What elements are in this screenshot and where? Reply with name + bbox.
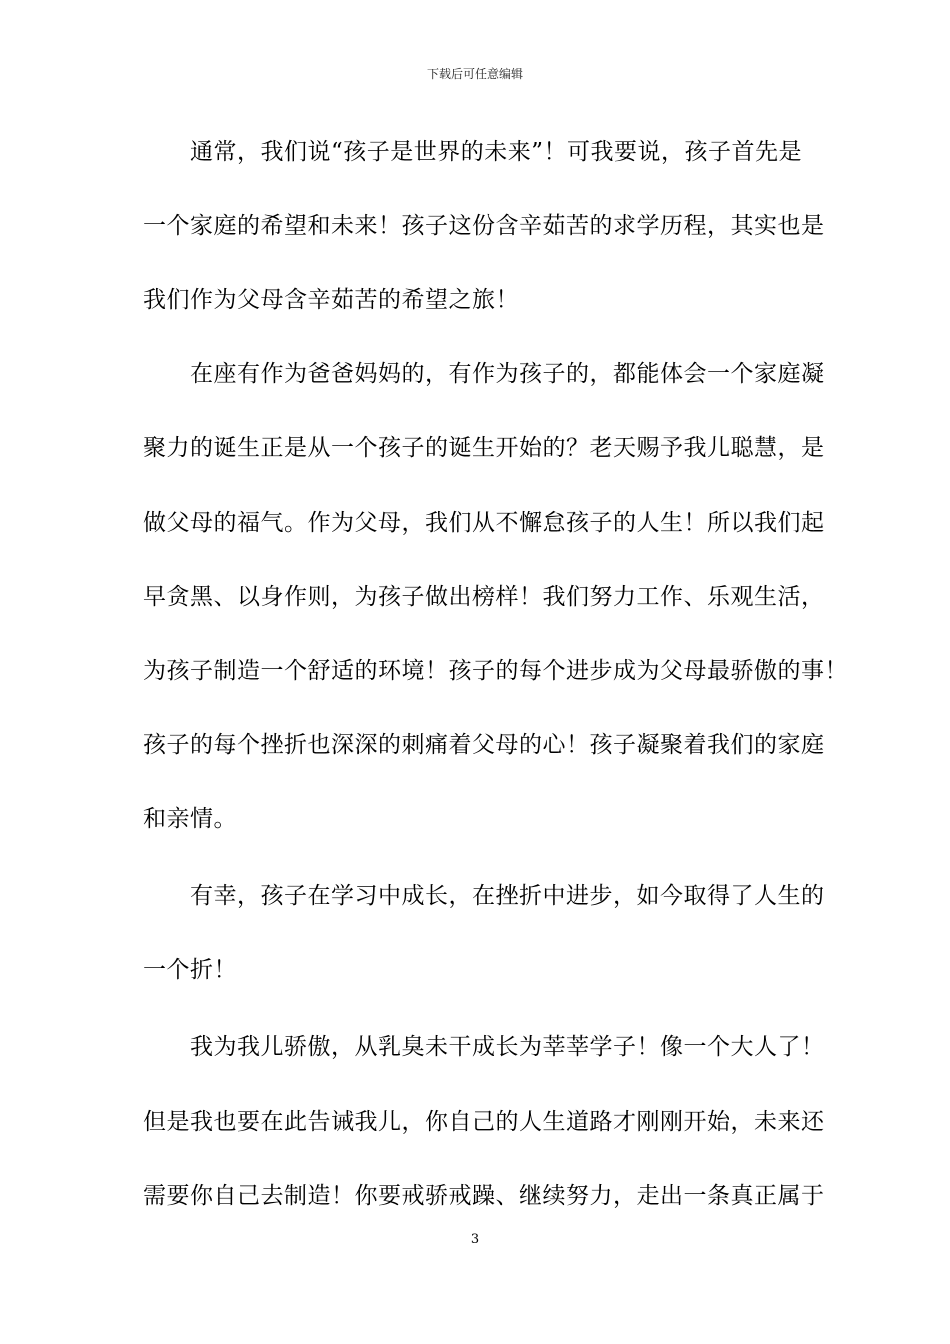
body-text-line: 一个家庭的希望和未来！孩子这份含辛茹苦的求学历程，其实也是 — [143, 213, 825, 239]
body-text-line: 我们作为父母含辛茹苦的希望之旅！ — [143, 287, 519, 313]
body-text-line: 做父母的福气。作为父母，我们从不懈怠孩子的人生！所以我们起 — [143, 510, 825, 536]
body-text-line: 在座有作为爸爸妈妈的，有作为孩子的，都能体会一个家庭凝 — [143, 361, 825, 387]
body-text-line: 为孩子制造一个舒适的环境！孩子的每个进步成为父母最骄傲的事！ — [143, 658, 848, 684]
body-text-line: 我为我儿骄傲，从乳臭未干成长为莘莘学子！像一个大人了！ — [143, 1034, 825, 1060]
body-text-line: 通常，我们说“孩子是世界的未来”！可我要说，孩子首先是 — [143, 139, 803, 165]
body-text-line: 需要你自己去制造！你要戒骄戒躁、继续努力，走出一条真正属于 — [143, 1183, 825, 1209]
page-header: 下载后可任意编辑 — [426, 67, 523, 81]
body-text-line: 和亲情。 — [143, 806, 237, 832]
body-text-line: 孩子的每个挫折也深深的刺痛着父母的心！孩子凝聚着我们的家庭 — [143, 732, 825, 758]
body-text-line: 一个折！ — [143, 957, 237, 983]
body-text-line: 有幸，孩子在学习中成长，在挫折中进步，如今取得了人生的 — [143, 883, 825, 909]
body-text-line: 聚力的诞生正是从一个孩子的诞生开始的？老天赐予我儿聪慧，是 — [143, 435, 825, 461]
page-number: 3 — [470, 1232, 480, 1247]
body-text-line: 早贪黑、以身作则，为孩子做出榜样！我们努力工作、乐观生活， — [143, 584, 825, 610]
body-text-line: 但是我也要在此告诫我儿，你自己的人生道路才刚刚开始，未来还 — [143, 1109, 825, 1135]
